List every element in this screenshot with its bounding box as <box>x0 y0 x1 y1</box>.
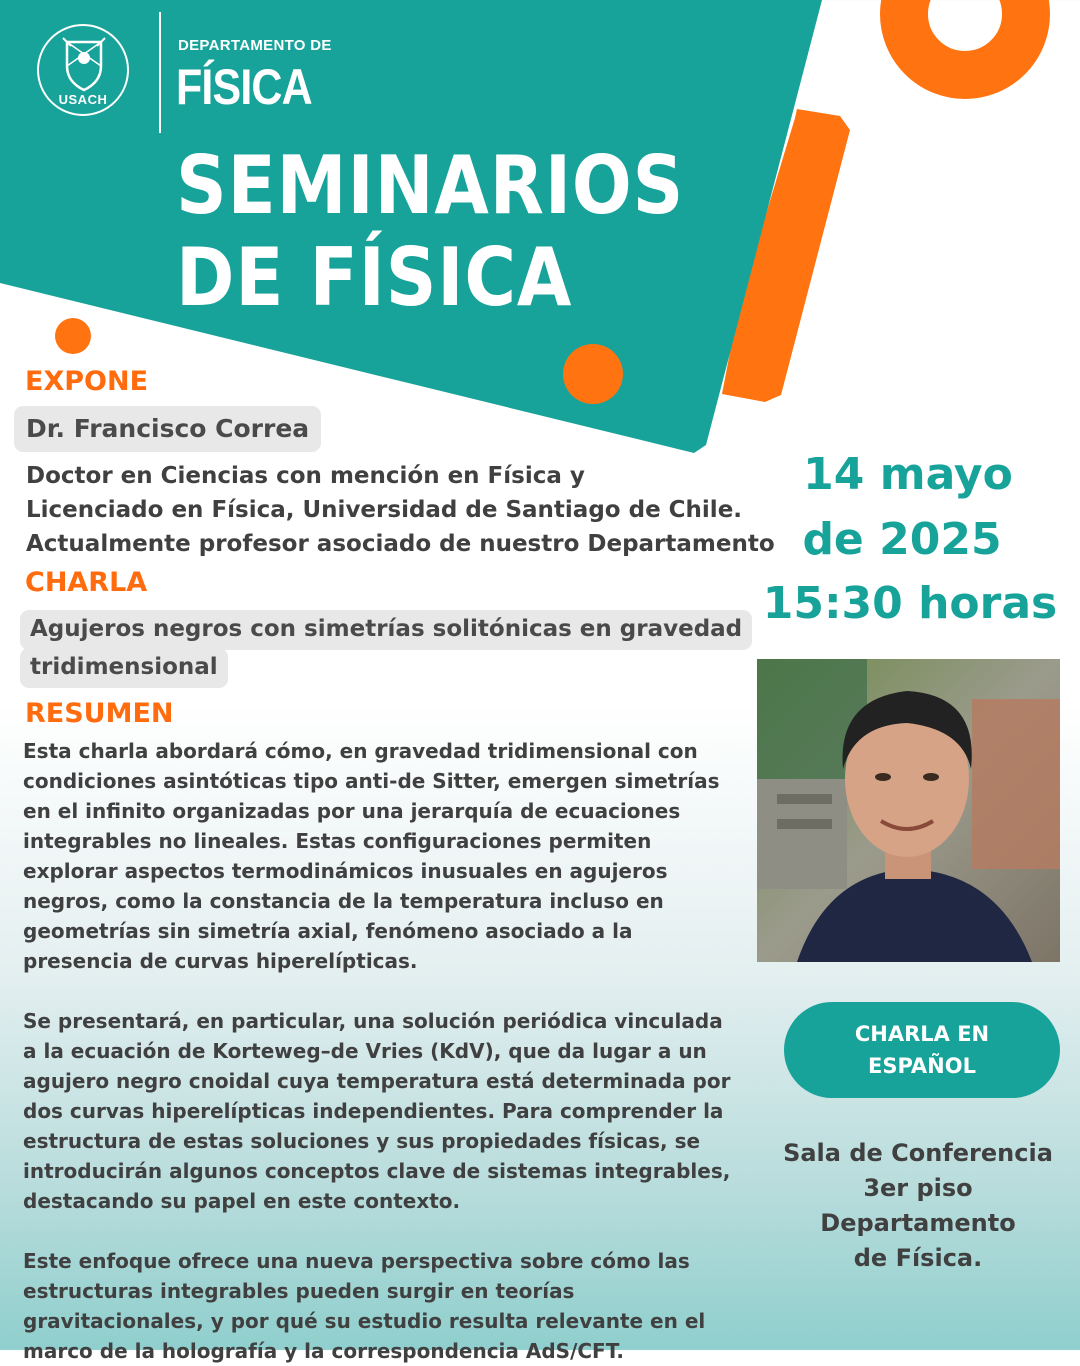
venue-line: Departamento <box>820 1209 1016 1237</box>
venue-line: Sala de Conferencia <box>783 1139 1053 1167</box>
summary-paragraph: Este enfoque ofrece una nueva perspectiva sobre cómo las estructuras integrables pueden surgir en teorías gravitacionales, y por qué su estudio resulta relevante en el marco de la holografía y la correspondencia AdS/CFT. <box>23 1249 706 1363</box>
resumen-label: RESUMEN <box>25 698 174 729</box>
venue-info <box>780 1136 1056 1276</box>
orange-dot-left <box>55 318 91 354</box>
orange-dot-center <box>563 344 623 404</box>
bio-line: Doctor en Ciencias con mención en Física y <box>26 463 585 489</box>
usach-logo <box>37 24 129 116</box>
event-date-year: de 2025 <box>802 514 1002 565</box>
venue-line: de Física. <box>853 1244 983 1272</box>
summary-paragraph: Esta charla abordará cómo, en gravedad tridimensional con condiciones asintóticas tipo anti-de Sitter, emergen simetrías en el infinito organizadas por una jerarquía de ecuaciones integrables no lineales. Estas configuraciones permiten explorar aspectos termodinámicos inusuales en agujeros negros, como la constancia de la temperatura incluso en geometrías sin simetría axial, fenómeno asociado a la presencia de curvas hiperelípticas. <box>23 739 720 973</box>
department-prefix: DEPARTAMENTO DE <box>178 37 332 54</box>
language-line: ESPAÑOL <box>868 1054 976 1078</box>
speaker-photo <box>757 659 1060 962</box>
talk-title-line2: tridimensional <box>20 648 228 688</box>
venue-line: 3er piso <box>863 1174 973 1202</box>
orange-ring-shape <box>904 0 1026 75</box>
department-name: FÍSICA <box>176 59 312 115</box>
university-crest-icon <box>61 36 107 92</box>
page-title-line1: SEMINARIOS <box>176 139 685 232</box>
event-time: 15:30 horas <box>762 578 1058 629</box>
logo-divider <box>159 12 161 133</box>
logo-text: USACH <box>58 92 108 107</box>
summary-paragraph: Se presentará, en particular, una solución periódica vinculada a la ecuación de Korteweg–de Vries (KdV), que da lugar a un agujero negro cnoidal cuya temperatura está determinada por dos curvas hiperelípticas independientes. Para comprender la estructura de estas soluciones y sus propiedades físicas, se introducirán algunos conceptos clave de sistemas integrables, destacando su papel en este contexto. <box>23 1009 731 1213</box>
event-date-day: 14 mayo <box>803 449 1013 500</box>
page-title-line2: DE FÍSICA <box>176 231 573 324</box>
language-line: CHARLA EN <box>854 1022 990 1046</box>
talk-title-line1: Agujeros negros con simetrías solitónicas en gravedad <box>20 610 752 650</box>
speaker-bio <box>26 459 775 561</box>
speaker-portrait-image <box>757 659 1060 962</box>
bio-line: Licenciado en Física, Universidad de Santiago de Chile. <box>26 497 743 523</box>
speaker-name: Dr. Francisco Correa <box>14 406 321 452</box>
charla-label: CHARLA <box>25 567 148 598</box>
bio-line: Actualmente profesor asociado de nuestro Departamento <box>26 531 775 557</box>
summary-text <box>23 736 743 1366</box>
language-badge <box>784 1002 1060 1098</box>
expone-label: EXPONE <box>25 366 149 397</box>
